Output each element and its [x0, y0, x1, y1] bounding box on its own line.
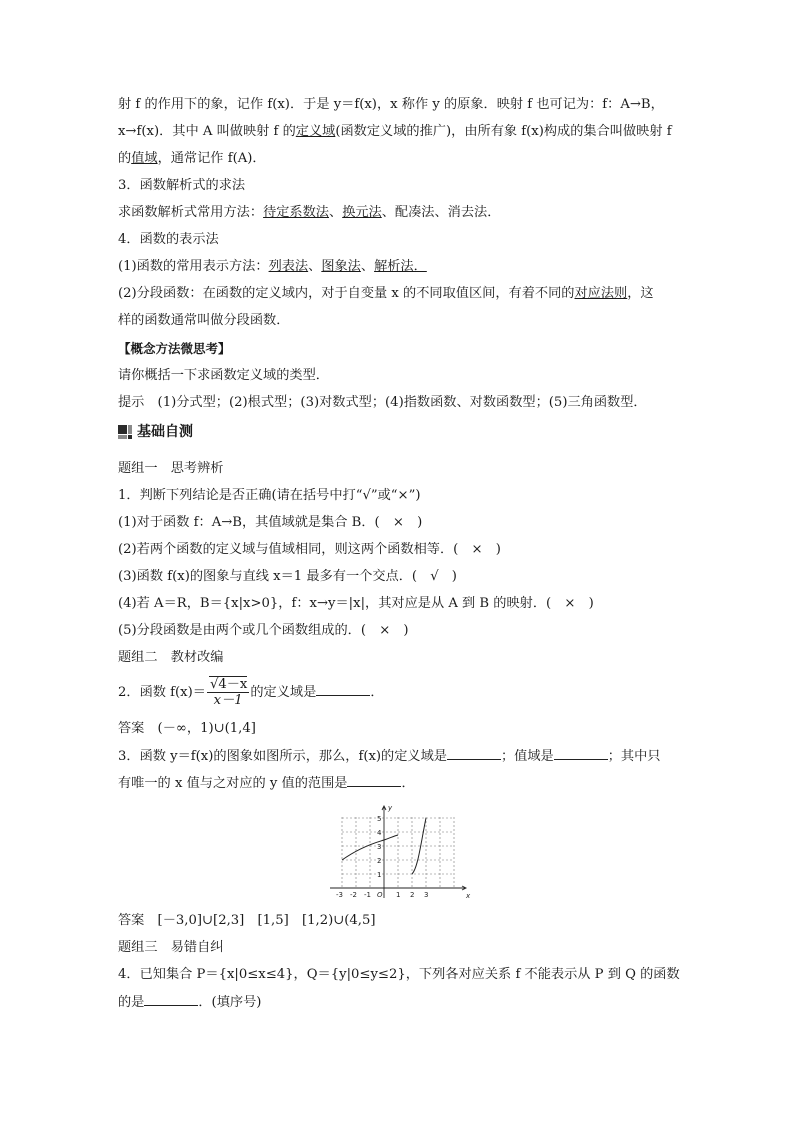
q1-item-2: (2)若两个函数的定义域与值域相同，则这两个函数相等．( × ): [118, 542, 501, 557]
sec4-p1: [118, 258, 427, 276]
graph-grid: [342, 817, 454, 888]
question-3-line2: [118, 774, 415, 793]
y-tick-2: 2: [377, 857, 382, 865]
sec4-p2-a: (2)分段函数：在函数的定义域内，对于自变量 x 的不同取值区间，有着不同的: [118, 286, 575, 301]
method-analytic: 解析法．: [374, 259, 427, 274]
q3-blank-range: [554, 747, 608, 760]
think-hint: 提示 (1)分式型；(2)根式型；(3)对数式型；(4)指数函数、对数函数型；(5)三角函数型．: [118, 395, 647, 410]
q4-a: 的是: [118, 995, 145, 1010]
section-title: 基础自测: [137, 424, 193, 440]
sec3-title: 3．函数解析式的求法: [118, 178, 246, 193]
q3-e: ．: [401, 776, 415, 791]
section-square-icon: [118, 425, 132, 439]
x-tick-1: 1: [396, 891, 401, 899]
sec4-p1-sep2: 、: [360, 259, 375, 274]
q2-fraction: [207, 677, 249, 708]
para1-line3-a: 的: [118, 151, 132, 166]
x-tick-neg1: -1: [364, 891, 371, 899]
think-title: 【概念方法微思考】: [118, 341, 231, 356]
y-axis-label: y: [388, 804, 393, 812]
x-tick-neg3: -3: [336, 891, 343, 899]
sec4-p2-line2: 样的函数通常叫做分段函数．: [118, 313, 290, 328]
para1-line3-b: ，通常记作 f(A)．: [157, 151, 266, 166]
q3-a: 3．函数 y＝f(x)的图象如图所示，那么，f(x)的定义域是: [118, 749, 447, 764]
para1-line3: [118, 150, 266, 168]
term-correspondence: 对应法则: [574, 286, 628, 301]
question-4-line1: 4．已知集合 P＝{x|0≤x≤4}，Q＝{y|0≤y≤2}，下列各对应关系 f 不能表示从 P 到 Q 的函数: [118, 967, 680, 982]
group3-title: 题组三 易错自纠: [118, 940, 224, 955]
method-table: 列表法: [268, 259, 309, 274]
y-tick-3: 3: [377, 843, 382, 851]
method-undetermined-coef: 待定系数法: [263, 205, 329, 220]
q3-blank-domain: [447, 747, 501, 760]
q2-denominator: x－1: [213, 693, 243, 708]
q3-b: ；值域是: [501, 749, 554, 764]
question-1: 1．判断下列结论是否正确(请在括号中打“√”或“×”): [118, 488, 421, 503]
term-domain: 定义域: [295, 124, 336, 139]
graph-axes: [330, 806, 466, 898]
q3-blank-unique: [347, 774, 401, 787]
method-graph: 图象法: [321, 259, 361, 274]
function-graph: [326, 802, 476, 902]
q1-item-4: (4)若 A＝R，B＝{x|x>0}，f：x→y＝|x|，其对应是从 A 到 B 的映射．( × ): [118, 596, 594, 611]
x-axis-label: x: [466, 892, 471, 900]
q4-blank: [144, 993, 198, 1006]
para1-line2: [118, 123, 672, 141]
para1-line1: 射 f 的作用下的象，记作 f(x)．于是 y＝f(x)，x 称作 y 的原象．映射 f 也可记为：f：A→B，: [118, 97, 664, 112]
x-tick-2: 2: [410, 891, 415, 899]
sec4-p2-b: ，这: [627, 286, 654, 301]
think-question: 请你概括一下求函数定义域的类型．: [118, 368, 329, 383]
q2-answer-blank: [316, 683, 370, 696]
group1-title: 题组一 思考辨析: [118, 461, 224, 476]
sec3-sep: 、: [329, 205, 343, 220]
section-header: [118, 423, 193, 441]
y-tick-5: 5: [377, 815, 382, 823]
x-tick-neg2: -2: [350, 891, 357, 899]
q2-lead: 2．函数 f(x)＝: [118, 685, 206, 700]
sec3-body: [118, 204, 500, 222]
x-tick-3: 3: [424, 891, 429, 899]
q4-b: ．(填序号): [198, 995, 262, 1010]
sec4-title: 4．函数的表示法: [118, 232, 219, 247]
q1-item-3: (3)函数 f(x)的图象与直线 x＝1 最多有一个交点．( √ ): [118, 569, 457, 584]
origin-label: O: [377, 891, 383, 899]
question-4-line2: [118, 993, 261, 1012]
answer-2: 答案 (－∞，1)∪(1,4]: [118, 721, 256, 736]
para1-line2-b: (函数定义域的推广)，由所有象 f(x)构成的集合叫做映射 f: [335, 124, 672, 139]
q2-end: ．: [370, 685, 384, 700]
q1-item-1: (1)对于函数 f：A→B，其值域就是集合 B．( × ): [118, 515, 423, 530]
group2-title: 题组二 教材改编: [118, 650, 224, 665]
sec3-lead: 求函数解析式常用方法：: [118, 205, 264, 220]
q2-tail: 的定义域是: [250, 685, 317, 700]
sec3-rest: 、配凑法、消去法．: [381, 205, 501, 220]
sec4-p1-sep1: 、: [308, 259, 322, 274]
q2-numerator: √4－x: [209, 677, 248, 692]
q3-c: ；其中只: [607, 749, 661, 764]
term-range: 值域: [131, 151, 158, 166]
y-tick-1: 1: [377, 871, 382, 879]
q3-d: 有唯一的 x 值与之对应的 y 值的范围是: [118, 776, 348, 791]
answer-3: 答案 [－3,0]∪[2,3] [1,5] [1,2)∪(4,5]: [118, 913, 376, 928]
para1-line2-a: x→f(x)．其中 A 叫做映射 f 的: [118, 124, 296, 139]
question-2: [118, 676, 384, 710]
question-3-line1: [118, 747, 661, 766]
y-tick-4: 4: [377, 829, 382, 837]
sec4-p2-line1: [118, 285, 654, 303]
sec4-p1-lead: (1)函数的常用表示方法：: [118, 259, 269, 274]
q1-item-5: (5)分段函数是由两个或几个函数组成的．( × ): [118, 623, 409, 638]
method-substitution: 换元法: [342, 205, 382, 220]
